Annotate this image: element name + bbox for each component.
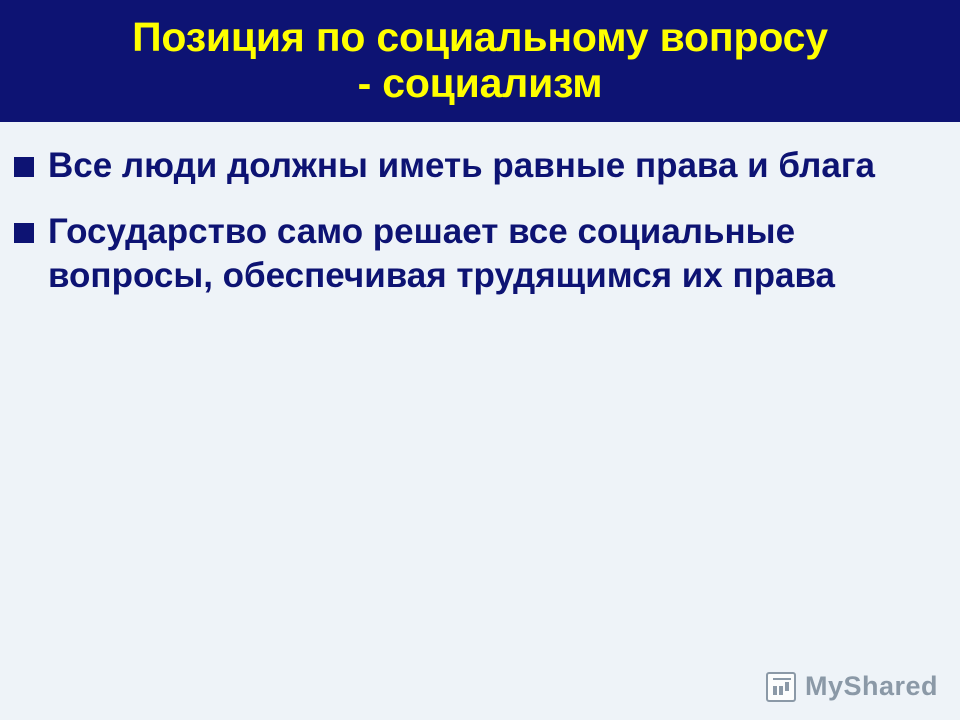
slide-body [0, 122, 960, 720]
square-bullet-icon [14, 157, 34, 177]
watermark [766, 671, 938, 702]
slide-title-line-2: - социализм [357, 60, 603, 106]
slide-title-line-1: Позиция по социальному вопросу [132, 14, 828, 61]
list-item [14, 144, 926, 188]
slide-title-bar [0, 0, 960, 122]
list-item [14, 210, 926, 298]
presentation-icon [766, 672, 796, 702]
bullet-text: Государство само решает все социальные вопросы, обеспечивая трудящимся их права [48, 212, 835, 296]
watermark-label: MyShared [804, 671, 938, 701]
bullet-text: Все люди должны иметь равные права и блага [48, 146, 875, 185]
square-bullet-icon [14, 223, 34, 243]
